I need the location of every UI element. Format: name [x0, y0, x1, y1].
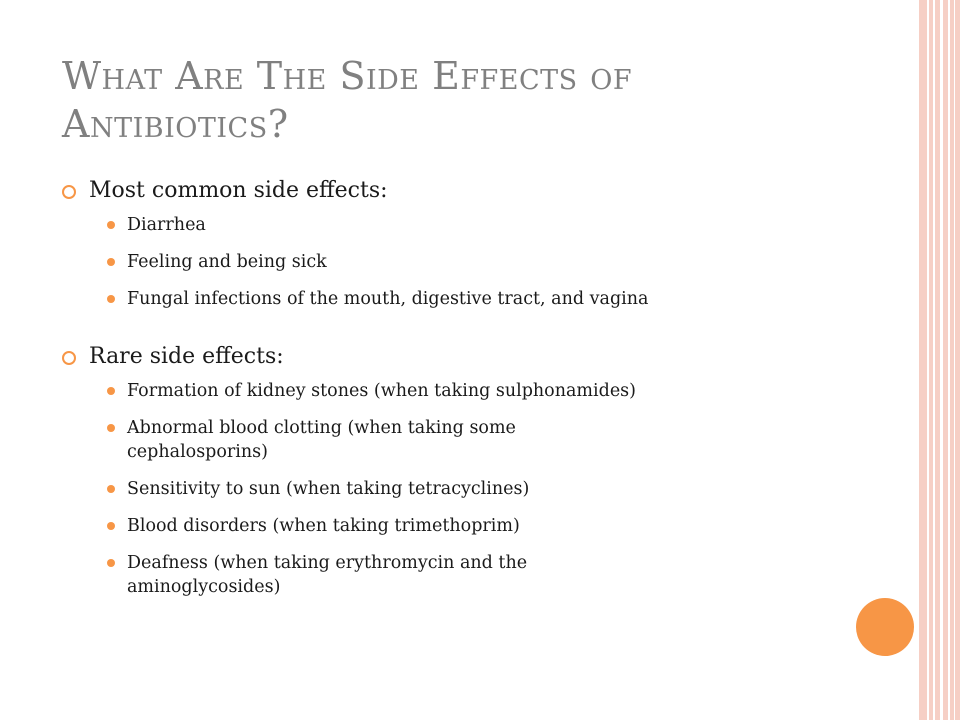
- list-item: [62, 250, 862, 274]
- decorative-stripe-line: [933, 0, 935, 720]
- dot-bullet-icon: [107, 559, 115, 567]
- list-item: [62, 551, 657, 599]
- list-item-text: Diarrhea: [127, 215, 206, 235]
- bullet-list: [62, 379, 862, 599]
- dot-bullet-icon: [107, 387, 115, 395]
- dot-bullet-icon: [107, 221, 115, 229]
- ring-bullet-icon: [62, 185, 76, 199]
- list-item-text: Feeling and being sick: [127, 252, 327, 272]
- dot-bullet-icon: [107, 424, 115, 432]
- decorative-stripe-line: [948, 0, 950, 720]
- list-item-text: Sensitivity to sun (when taking tetracyclines): [127, 479, 530, 499]
- ring-bullet-icon: [62, 351, 76, 365]
- list-item: [62, 416, 657, 464]
- list-item: [62, 287, 862, 311]
- section-heading: [62, 341, 862, 373]
- list-item-text: Blood disorders (when taking trimethoprim): [127, 516, 520, 536]
- slide-body: [62, 175, 862, 612]
- decorative-stripe-line: [940, 0, 943, 720]
- list-item: [62, 514, 862, 538]
- decorative-stripe-line: [927, 0, 929, 720]
- bullet-list: [62, 213, 862, 311]
- list-item-text: Formation of kidney stones (when taking sulphonamides): [127, 381, 636, 401]
- section-heading-text: Rare side effects:: [89, 344, 284, 369]
- decorative-circle: [856, 598, 914, 656]
- slide-title: What Are The Side Effects of Antibiotics?: [62, 54, 633, 146]
- dot-bullet-icon: [107, 522, 115, 530]
- dot-bullet-icon: [107, 258, 115, 266]
- list-item: [62, 379, 862, 403]
- section-common: [62, 175, 862, 311]
- section-heading-text: Most common side effects:: [89, 178, 388, 203]
- dot-bullet-icon: [107, 295, 115, 303]
- list-item: [62, 477, 862, 501]
- dot-bullet-icon: [107, 485, 115, 493]
- decorative-stripe-line: [954, 0, 955, 720]
- list-item-text: Abnormal blood clotting (when taking some cephalosporins): [127, 418, 516, 462]
- section-heading: [62, 175, 862, 207]
- section-rare: [62, 341, 862, 599]
- list-item-text: Deafness (when taking erythromycin and the aminoglycosides): [127, 553, 528, 597]
- list-item-text: Fungal infections of the mouth, digestive tract, and vagina: [127, 289, 649, 309]
- list-item: [62, 213, 862, 237]
